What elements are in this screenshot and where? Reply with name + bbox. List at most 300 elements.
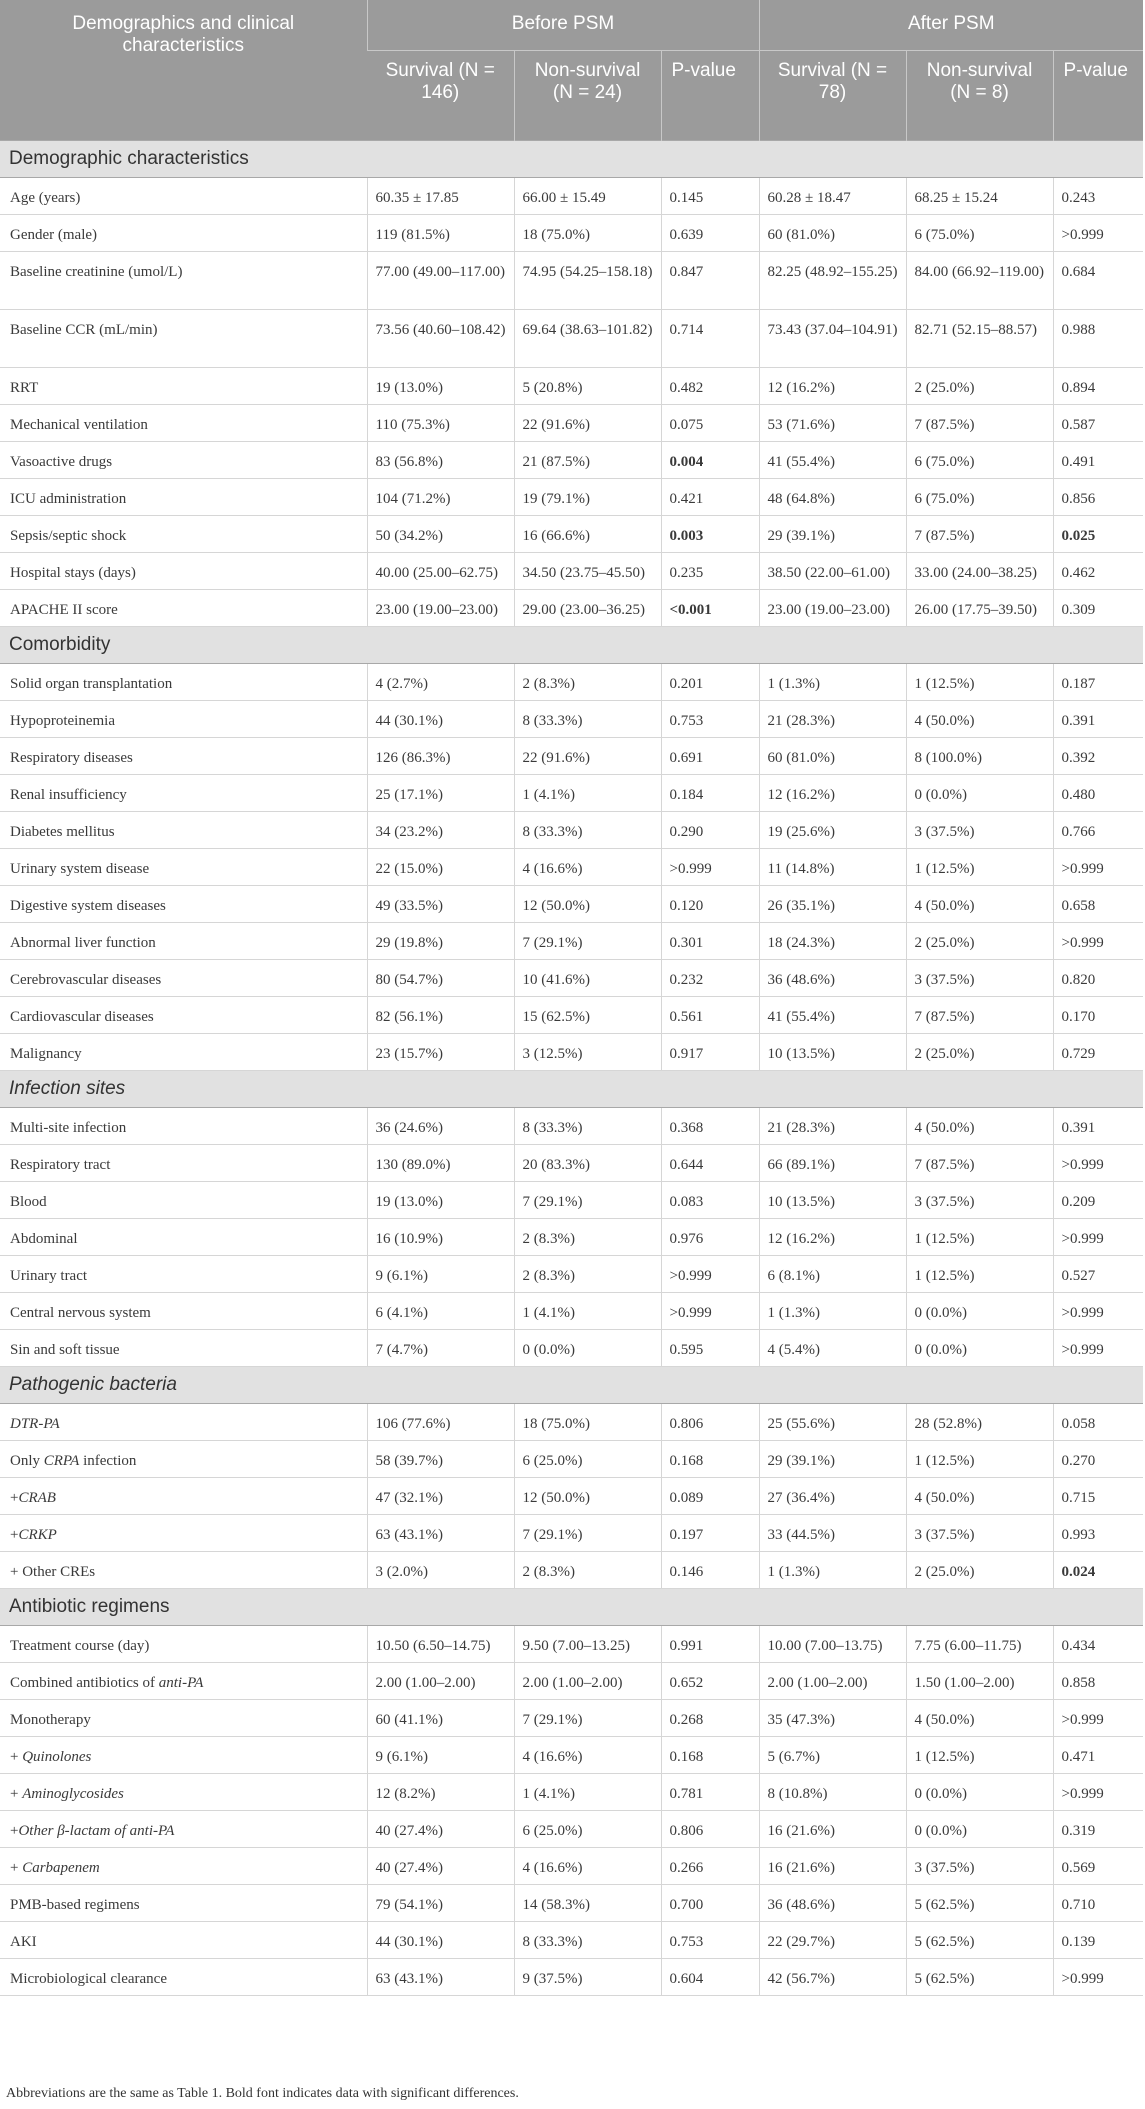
table-cell: 0.710 <box>1053 1885 1143 1922</box>
table-cell: 8 (10.8%) <box>759 1774 906 1811</box>
table-cell: >0.999 <box>1053 849 1143 886</box>
table-cell: 27 (36.4%) <box>759 1478 906 1515</box>
table-cell: 23.00 (19.00–23.00) <box>759 590 906 627</box>
table-cell: 9 (6.1%) <box>367 1737 514 1774</box>
table-row <box>0 738 1143 775</box>
table-cell: 0.527 <box>1053 1256 1143 1293</box>
table-cell: 2 (8.3%) <box>514 1256 661 1293</box>
table-row <box>0 215 1143 252</box>
table-cell: 0.482 <box>661 368 759 405</box>
table-cell: 0.700 <box>661 1885 759 1922</box>
header-characteristics: Demographics and clinical characteristics <box>0 0 367 141</box>
table-cell: 21 (28.3%) <box>759 1108 906 1145</box>
table-cell: 110 (75.3%) <box>367 405 514 442</box>
table-row <box>0 1145 1143 1182</box>
table-cell: 36 (24.6%) <box>367 1108 514 1145</box>
table-cell: 23.00 (19.00–23.00) <box>367 590 514 627</box>
table-row <box>0 997 1143 1034</box>
table-cell: 0.058 <box>1053 1404 1143 1441</box>
table-cell: 4 (50.0%) <box>906 1478 1053 1515</box>
table-cell: 82 (56.1%) <box>367 997 514 1034</box>
table-cell: 15 (62.5%) <box>514 997 661 1034</box>
table-cell: 0.753 <box>661 1922 759 1959</box>
table-cell: 82.71 (52.15–88.57) <box>906 310 1053 368</box>
table-cell: 5 (6.7%) <box>759 1737 906 1774</box>
table-cell: >0.999 <box>661 1256 759 1293</box>
table-cell: 7 (4.7%) <box>367 1330 514 1367</box>
table-cell: 9 (6.1%) <box>367 1256 514 1293</box>
table-cell: >0.999 <box>1053 1145 1143 1182</box>
table-cell: 0.858 <box>1053 1663 1143 1700</box>
table-cell: 60 (81.0%) <box>759 738 906 775</box>
table-cell: 4 (50.0%) <box>906 886 1053 923</box>
table-cell: 21 (28.3%) <box>759 701 906 738</box>
table-row <box>0 701 1143 738</box>
table-cell: 1.50 (1.00–2.00) <box>906 1663 1053 1700</box>
table-cell: 34 (23.2%) <box>367 812 514 849</box>
row-label: Respiratory diseases <box>0 738 367 775</box>
table-cell: 126 (86.3%) <box>367 738 514 775</box>
row-label-part: Carbapenem <box>22 1860 100 1876</box>
row-label: Microbiological clearance <box>0 1959 367 1996</box>
table-cell: 0.917 <box>661 1034 759 1071</box>
row-label: Urinary tract <box>0 1256 367 1293</box>
table-cell: 4 (5.4%) <box>759 1330 906 1367</box>
table-row <box>0 1478 1143 1515</box>
table-row <box>0 960 1143 997</box>
table-cell: 0.168 <box>661 1737 759 1774</box>
row-label: PMB-based regimens <box>0 1885 367 1922</box>
row-label: Solid organ transplantation <box>0 664 367 701</box>
table-cell: >0.999 <box>1053 1700 1143 1737</box>
table-cell: 10 (13.5%) <box>759 1182 906 1219</box>
table-cell: 0.139 <box>1053 1922 1143 1959</box>
table-cell: 3 (37.5%) <box>906 812 1053 849</box>
row-label: RRT <box>0 368 367 405</box>
table-cell: >0.999 <box>1053 1774 1143 1811</box>
table-row <box>0 1034 1143 1071</box>
table-cell: 12 (16.2%) <box>759 368 906 405</box>
table-cell: 73.56 (40.60–108.42) <box>367 310 514 368</box>
table-row <box>0 1811 1143 1848</box>
table-row <box>0 590 1143 627</box>
table-cell: 3 (37.5%) <box>906 1515 1053 1552</box>
row-label-part: CRPA <box>43 1453 80 1469</box>
table-cell: 4 (50.0%) <box>906 701 1053 738</box>
table-cell: 40.00 (25.00–62.75) <box>367 553 514 590</box>
table-cell: 1 (12.5%) <box>906 1737 1053 1774</box>
table-cell: 60 (41.1%) <box>367 1700 514 1737</box>
row-label: Sin and soft tissue <box>0 1330 367 1367</box>
row-label: Digestive system diseases <box>0 886 367 923</box>
table-cell: 3 (12.5%) <box>514 1034 661 1071</box>
header-before-survival: Survival (N = 146) <box>367 51 514 141</box>
row-label <box>0 1441 367 1478</box>
table-cell: 3 (37.5%) <box>906 1848 1053 1885</box>
table-cell: 0.392 <box>1053 738 1143 775</box>
table-cell: 16 (21.6%) <box>759 1848 906 1885</box>
table-cell: 0.569 <box>1053 1848 1143 1885</box>
table-cell: 0.145 <box>661 178 759 215</box>
table-cell: >0.999 <box>661 1293 759 1330</box>
table-cell: 14 (58.3%) <box>514 1885 661 1922</box>
section-header-row <box>0 1367 1143 1404</box>
table-cell: 5 (62.5%) <box>906 1959 1053 1996</box>
row-label: Diabetes mellitus <box>0 812 367 849</box>
row-label-part: + <box>10 1786 23 1802</box>
table-row <box>0 1552 1143 1589</box>
table-body <box>0 141 1143 1996</box>
table-cell: 0.561 <box>661 997 759 1034</box>
table-cell: 49 (33.5%) <box>367 886 514 923</box>
table-cell: 1 (1.3%) <box>759 664 906 701</box>
table-cell: 80 (54.7%) <box>367 960 514 997</box>
table-cell: >0.999 <box>661 849 759 886</box>
table-cell: 3 (37.5%) <box>906 1182 1053 1219</box>
header-after-psm: After PSM <box>759 0 1143 51</box>
table-cell: 22 (91.6%) <box>514 738 661 775</box>
row-label-part: DTR-PA <box>10 1416 60 1432</box>
table-cell: 1 (12.5%) <box>906 1441 1053 1478</box>
table-cell: 2 (25.0%) <box>906 368 1053 405</box>
table-cell: >0.999 <box>1053 1293 1143 1330</box>
table-row <box>0 1626 1143 1663</box>
header-before-p-value: P-value <box>661 51 759 141</box>
table-cell: 18 (75.0%) <box>514 215 661 252</box>
table-cell: 23 (15.7%) <box>367 1034 514 1071</box>
table-cell: 38.50 (22.00–61.00) <box>759 553 906 590</box>
table-cell: 0.368 <box>661 1108 759 1145</box>
table-cell: >0.999 <box>1053 1219 1143 1256</box>
table-cell: 29 (19.8%) <box>367 923 514 960</box>
row-label-part: infection <box>79 1453 137 1469</box>
row-label-part: Combined antibiotics of <box>10 1675 159 1691</box>
table-cell: 0.806 <box>661 1811 759 1848</box>
table-cell: 4 (50.0%) <box>906 1108 1053 1145</box>
row-label: ICU administration <box>0 479 367 516</box>
table-footnote: Abbreviations are the same as Table 1. Bold font indicates data with significant differences. <box>6 2086 519 2101</box>
table-cell: 0.168 <box>661 1441 759 1478</box>
table-row <box>0 1293 1143 1330</box>
table-cell: 2 (8.3%) <box>514 1219 661 1256</box>
table-cell: 0.587 <box>1053 405 1143 442</box>
table-cell: 4 (2.7%) <box>367 664 514 701</box>
section-title: Antibiotic regimens <box>0 1589 1143 1626</box>
table-cell: 0.988 <box>1053 310 1143 368</box>
table-cell: 0.243 <box>1053 178 1143 215</box>
row-label: Hospital stays (days) <box>0 553 367 590</box>
table-cell: 63 (43.1%) <box>367 1959 514 1996</box>
section-title: Pathogenic bacteria <box>0 1367 1143 1404</box>
table-cell: 40 (27.4%) <box>367 1811 514 1848</box>
table-cell: 29.00 (23.00–36.25) <box>514 590 661 627</box>
table-row <box>0 1404 1143 1441</box>
table-cell: 1 (1.3%) <box>759 1552 906 1589</box>
row-label-part: Only <box>10 1453 44 1469</box>
table-row <box>0 775 1143 812</box>
row-label-part: CRKP <box>18 1527 57 1543</box>
row-label <box>0 1774 367 1811</box>
table-cell: 5 (62.5%) <box>906 1922 1053 1959</box>
section-title: Demographic characteristics <box>0 141 1143 178</box>
row-label <box>0 1811 367 1848</box>
table-row <box>0 849 1143 886</box>
table-cell: 4 (16.6%) <box>514 1848 661 1885</box>
table-cell: 0.993 <box>1053 1515 1143 1552</box>
table-cell: 6 (4.1%) <box>367 1293 514 1330</box>
section-header-row <box>0 627 1143 664</box>
table-header <box>0 0 1143 141</box>
table-cell: 50 (34.2%) <box>367 516 514 553</box>
table-cell: 44 (30.1%) <box>367 701 514 738</box>
table-cell: 0.024 <box>1053 1552 1143 1589</box>
table-cell: 0.232 <box>661 960 759 997</box>
table-cell: 60 (81.0%) <box>759 215 906 252</box>
row-label <box>0 1515 367 1552</box>
table-cell: 8 (33.3%) <box>514 701 661 738</box>
table-cell: >0.999 <box>1053 1959 1143 1996</box>
table-cell: 0.644 <box>661 1145 759 1182</box>
table-cell: 79 (54.1%) <box>367 1885 514 1922</box>
table-row <box>0 442 1143 479</box>
row-label: Monotherapy <box>0 1700 367 1737</box>
table-cell: 0 (0.0%) <box>514 1330 661 1367</box>
table-cell: 0.894 <box>1053 368 1143 405</box>
table-row <box>0 1848 1143 1885</box>
table-cell: 6 (8.1%) <box>759 1256 906 1293</box>
table-cell: 10.50 (6.50–14.75) <box>367 1626 514 1663</box>
row-label: Abdominal <box>0 1219 367 1256</box>
table-cell: 36 (48.6%) <box>759 960 906 997</box>
table-row <box>0 1922 1143 1959</box>
table-cell: 40 (27.4%) <box>367 1848 514 1885</box>
table-cell: 35 (47.3%) <box>759 1700 906 1737</box>
table-cell: 0.209 <box>1053 1182 1143 1219</box>
table-cell: 1 (12.5%) <box>906 849 1053 886</box>
table-cell: 82.25 (48.92–155.25) <box>759 252 906 310</box>
table-cell: >0.999 <box>1053 215 1143 252</box>
table-row <box>0 178 1143 215</box>
row-label-part: + <box>10 1527 19 1543</box>
table-cell: 5 (62.5%) <box>906 1885 1053 1922</box>
table-cell: 0.976 <box>661 1219 759 1256</box>
table-cell: 1 (4.1%) <box>514 775 661 812</box>
table-cell: 19 (25.6%) <box>759 812 906 849</box>
table-cell: 7 (29.1%) <box>514 1182 661 1219</box>
table-row <box>0 1330 1143 1367</box>
table-cell: 22 (15.0%) <box>367 849 514 886</box>
table-cell: 0.714 <box>661 310 759 368</box>
table-cell: 0.290 <box>661 812 759 849</box>
table-cell: 29 (39.1%) <box>759 1441 906 1478</box>
table-cell: 0.270 <box>1053 1441 1143 1478</box>
table-cell: 6 (25.0%) <box>514 1441 661 1478</box>
table-cell: 69.64 (38.63–101.82) <box>514 310 661 368</box>
table-cell: 6 (75.0%) <box>906 215 1053 252</box>
row-label: Cardiovascular diseases <box>0 997 367 1034</box>
table-cell: 7.75 (6.00–11.75) <box>906 1626 1053 1663</box>
table-cell: 4 (16.6%) <box>514 1737 661 1774</box>
table-cell: 34.50 (23.75–45.50) <box>514 553 661 590</box>
table-row <box>0 310 1143 368</box>
table-row <box>0 1700 1143 1737</box>
table-cell: 10 (13.5%) <box>759 1034 906 1071</box>
table-cell: 0.639 <box>661 215 759 252</box>
table-cell: 0.120 <box>661 886 759 923</box>
table-cell: 84.00 (66.92–119.00) <box>906 252 1053 310</box>
table-cell: 22 (29.7%) <box>759 1922 906 1959</box>
table-cell: 0.004 <box>661 442 759 479</box>
table-cell: 3 (37.5%) <box>906 960 1053 997</box>
table-cell: 0.991 <box>661 1626 759 1663</box>
table-cell: 26.00 (17.75–39.50) <box>906 590 1053 627</box>
table-cell: 9.50 (7.00–13.25) <box>514 1626 661 1663</box>
table-cell: 0.604 <box>661 1959 759 1996</box>
table-cell: 0 (0.0%) <box>906 1293 1053 1330</box>
row-label-part: CRAB <box>18 1490 56 1506</box>
table-cell: 0.766 <box>1053 812 1143 849</box>
table-cell: 0.847 <box>661 252 759 310</box>
table-cell: 106 (77.6%) <box>367 1404 514 1441</box>
table-cell: 1 (1.3%) <box>759 1293 906 1330</box>
table-row <box>0 516 1143 553</box>
table-cell: 0.184 <box>661 775 759 812</box>
table-cell: 0.491 <box>1053 442 1143 479</box>
table-cell: 0.652 <box>661 1663 759 1700</box>
row-label-part: + <box>10 1823 19 1839</box>
table-cell: 28 (52.8%) <box>906 1404 1053 1441</box>
table-cell: >0.999 <box>1053 1330 1143 1367</box>
section-header-row <box>0 141 1143 178</box>
table-cell: 104 (71.2%) <box>367 479 514 516</box>
table-cell: 1 (12.5%) <box>906 664 1053 701</box>
table-cell: 63 (43.1%) <box>367 1515 514 1552</box>
table-cell: 6 (75.0%) <box>906 442 1053 479</box>
table-cell: 0 (0.0%) <box>906 1811 1053 1848</box>
row-label-part: anti-PA <box>158 1675 204 1691</box>
row-label: Blood <box>0 1182 367 1219</box>
table-cell: 19 (79.1%) <box>514 479 661 516</box>
table-cell: 0.658 <box>1053 886 1143 923</box>
row-label: Gender (male) <box>0 215 367 252</box>
table-cell: 53 (71.6%) <box>759 405 906 442</box>
table-cell: 0.729 <box>1053 1034 1143 1071</box>
table-cell: 0.684 <box>1053 252 1143 310</box>
table-cell: 25 (17.1%) <box>367 775 514 812</box>
row-label: Malignancy <box>0 1034 367 1071</box>
table-cell: 8 (100.0%) <box>906 738 1053 775</box>
row-label-part: Quinolones <box>22 1749 92 1765</box>
table-row <box>0 1108 1143 1145</box>
table-cell: 0.434 <box>1053 1626 1143 1663</box>
row-label: AKI <box>0 1922 367 1959</box>
row-label: Mechanical ventilation <box>0 405 367 442</box>
table-cell: 60.28 ± 18.47 <box>759 178 906 215</box>
table-cell: 0.266 <box>661 1848 759 1885</box>
table-cell: 0.715 <box>1053 1478 1143 1515</box>
row-label: APACHE II score <box>0 590 367 627</box>
table-cell: 73.43 (37.04–104.91) <box>759 310 906 368</box>
table-cell: 12 (16.2%) <box>759 1219 906 1256</box>
table-cell: 0.391 <box>1053 1108 1143 1145</box>
table-row <box>0 1256 1143 1293</box>
table-row <box>0 664 1143 701</box>
table-cell: 16 (21.6%) <box>759 1811 906 1848</box>
table-cell: 2.00 (1.00–2.00) <box>514 1663 661 1700</box>
table-cell: 36 (48.6%) <box>759 1885 906 1922</box>
row-label <box>0 1404 367 1441</box>
table-cell: 0 (0.0%) <box>906 1330 1053 1367</box>
table-cell: 1 (4.1%) <box>514 1774 661 1811</box>
table-cell: 41 (55.4%) <box>759 997 906 1034</box>
table-row <box>0 368 1143 405</box>
table-row <box>0 1737 1143 1774</box>
table-cell: 0.806 <box>661 1404 759 1441</box>
row-label: Urinary system disease <box>0 849 367 886</box>
row-label: Baseline CCR (mL/min) <box>0 310 367 368</box>
table-cell: 0.197 <box>661 1515 759 1552</box>
section-title: Infection sites <box>0 1071 1143 1108</box>
table-cell: 0.462 <box>1053 553 1143 590</box>
row-label-part: Aminoglycosides <box>22 1786 124 1802</box>
row-label: Baseline creatinine (umol/L) <box>0 252 367 310</box>
table-cell: 12 (50.0%) <box>514 886 661 923</box>
table-cell: 7 (87.5%) <box>906 516 1053 553</box>
header-before-non-survival: Non-survival (N = 24) <box>514 51 661 141</box>
table-cell: 0.301 <box>661 923 759 960</box>
table-cell: 7 (87.5%) <box>906 997 1053 1034</box>
table-row <box>0 479 1143 516</box>
table-cell: 4 (16.6%) <box>514 849 661 886</box>
table-cell: 10 (41.6%) <box>514 960 661 997</box>
table-row <box>0 1219 1143 1256</box>
table-cell: 4 (50.0%) <box>906 1700 1053 1737</box>
table-cell: 2 (8.3%) <box>514 1552 661 1589</box>
table-cell: 12 (16.2%) <box>759 775 906 812</box>
table-cell: 0.480 <box>1053 775 1143 812</box>
row-label: Sepsis/septic shock <box>0 516 367 553</box>
table-cell: 16 (66.6%) <box>514 516 661 553</box>
table-cell: 0.089 <box>661 1478 759 1515</box>
row-label: Abnormal liver function <box>0 923 367 960</box>
table-cell: 0.235 <box>661 553 759 590</box>
table-cell: 0.170 <box>1053 997 1143 1034</box>
table-cell: 0.187 <box>1053 664 1143 701</box>
table-cell: 18 (24.3%) <box>759 923 906 960</box>
table-cell: 0.391 <box>1053 701 1143 738</box>
table-cell: 5 (20.8%) <box>514 368 661 405</box>
header-after-p-value: P-value <box>1053 51 1143 141</box>
table-cell: 2 (25.0%) <box>906 923 1053 960</box>
row-label: Cerebrovascular diseases <box>0 960 367 997</box>
table-cell: 25 (55.6%) <box>759 1404 906 1441</box>
row-label: Vasoactive drugs <box>0 442 367 479</box>
table-cell: 0.319 <box>1053 1811 1143 1848</box>
table-row <box>0 252 1143 310</box>
table-cell: 130 (89.0%) <box>367 1145 514 1182</box>
table-cell: 22 (91.6%) <box>514 405 661 442</box>
row-label-part: + <box>10 1749 23 1765</box>
table-cell: 0.820 <box>1053 960 1143 997</box>
table-cell: 2 (25.0%) <box>906 1034 1053 1071</box>
table-cell: 2.00 (1.00–2.00) <box>759 1663 906 1700</box>
table-row <box>0 886 1143 923</box>
table-cell: 19 (13.0%) <box>367 1182 514 1219</box>
section-header-row <box>0 1589 1143 1626</box>
table-cell: 0 (0.0%) <box>906 775 1053 812</box>
table-cell: 119 (81.5%) <box>367 215 514 252</box>
table-cell: 41 (55.4%) <box>759 442 906 479</box>
